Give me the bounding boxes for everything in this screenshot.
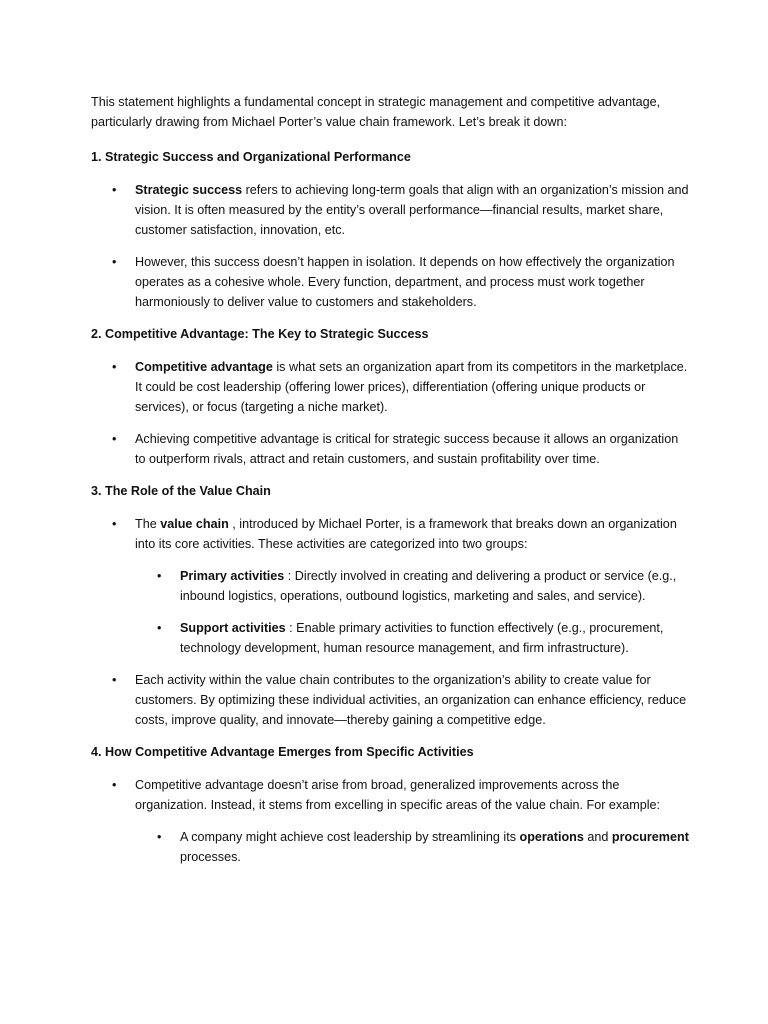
list-item: [91, 514, 691, 658]
bold-term: Competitive advantage: [135, 360, 273, 374]
list-item-text: is what sets an organization apart from its competitors in the marketplace. It could be cost leadership (offering lower prices), differentiation (offering unique products or services), or focus (targeting a niche market).: [135, 360, 688, 414]
examples-sublist: [135, 827, 691, 867]
section-heading-1: 1. Strategic Success and Organizational Performance: [91, 150, 411, 164]
sub-list-item-text: processes.: [180, 850, 241, 864]
list-item-text: , introduced by Michael Porter, is a framework that breaks down an organization into its core activities. These activities are categorized into two groups:: [135, 517, 677, 551]
bold-term: Support activities: [180, 621, 286, 635]
bold-term: Strategic success: [135, 183, 243, 197]
section-heading-4: 4. How Competitive Advantage Emerges from Specific Activities: [91, 745, 474, 759]
list-item: [91, 180, 691, 240]
sub-list-item-text: A company might achieve cost leadership by streamlining its: [180, 830, 520, 844]
list-item: [91, 775, 691, 867]
section-1-list: [91, 180, 691, 312]
list-item-text: Competitive advantage doesn’t arise from broad, generalized improvements across the organization. Instead, it stems from excelling in specific areas of the value chain. For example:: [135, 778, 660, 812]
list-item-text: Each activity within the value chain contributes to the organization’s ability to create value for customers. By optimizing these individual activities, an organization can enhance efficiency, reduce costs, improve quality, and innovate—thereby gaining a competitive edge.: [135, 673, 687, 727]
sub-list-item-text: and: [583, 830, 612, 844]
list-item-text: refers to achieving long-term goals that align with an organization’s mission and vision. It is often measured by the entity’s overall performance—financial results, market share, customer satisfaction, innovation, etc.: [135, 183, 689, 237]
bold-term: Primary activities: [180, 569, 285, 583]
section-3-list: [91, 514, 691, 730]
value-chain-sublist: [135, 566, 691, 658]
sub-list-item: [135, 566, 691, 606]
bold-term: operations: [519, 830, 584, 844]
bold-term: procurement: [611, 830, 689, 844]
document-page: [91, 92, 691, 879]
list-item: [91, 670, 691, 730]
section-2-list: [91, 357, 691, 469]
bold-term: value chain: [160, 517, 229, 531]
list-item: [91, 357, 691, 417]
list-item-text: Achieving competitive advantage is critical for strategic success because it allows an organization to outperform rivals, attract and retain customers, and sustain profitability over time.: [135, 432, 679, 466]
section-heading-2: 2. Competitive Advantage: The Key to Strategic Success: [91, 327, 429, 341]
list-item: [91, 429, 691, 469]
list-item-text: However, this success doesn’t happen in isolation. It depends on how effectively the organization operates as a cohesive whole. Every function, department, and process must work together harmoniously to deliver value to customers and stakeholders.: [135, 255, 675, 309]
sub-list-item: [135, 618, 691, 658]
sub-list-item-text: : Enable primary activities to function effectively (e.g., procurement, technology development, human resource management, and firm infrastructure).: [180, 621, 664, 655]
section-heading-3: 3. The Role of the Value Chain: [91, 484, 271, 498]
sub-list-item: [135, 827, 691, 867]
intro-paragraph: This statement highlights a fundamental concept in strategic management and competitive advantage, particularly drawing from Michael Porter’s value chain framework. Let’s break it down:: [91, 95, 661, 129]
sub-list-item-text: : Directly involved in creating and delivering a product or service (e.g., inbound logistics, operations, outbound logistics, marketing and sales, and service).: [180, 569, 677, 603]
list-item-text: The: [135, 517, 161, 531]
list-item: [91, 252, 691, 312]
section-4-list: [91, 775, 691, 867]
